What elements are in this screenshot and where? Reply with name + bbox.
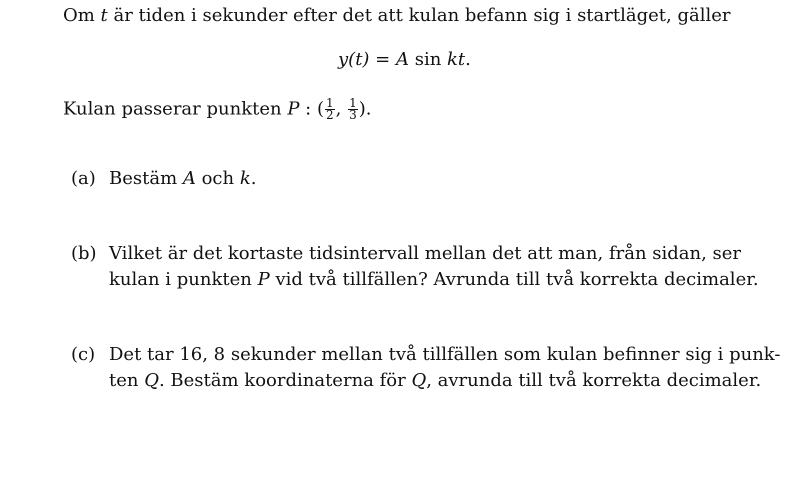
intro-var-t: t [100,5,108,26]
part-a-label: (a) [71,168,96,189]
intro-prefix: Om [63,5,101,26]
passes-prefix: Kulan passerar punkten [63,98,288,120]
passes-comma: , [335,98,348,120]
point-sentence [63,98,371,121]
formula-end: . [465,49,471,70]
part-a-text [109,168,257,190]
fraction-numerator: 1 [325,96,334,110]
formula-lhs: y(t) [338,49,370,70]
part-c-var-Q-2: Q [411,370,427,391]
part-a-prefix: Bestäm [109,168,183,189]
part-b-line2-suffix: vid två tillfällen? Avrunda till två korrekta decimaler. [269,269,759,290]
part-c-line2-suffix: , avrunda till två korrekta decimaler. [426,370,762,391]
fraction-one-half [325,98,335,121]
part-a-end: . [250,168,257,189]
part-c-line-1: Det tar 16, 8 sekunder mellan två tillfällen som kulan befinner sig i punk- [109,344,781,365]
fraction-denominator: 2 [325,108,334,122]
part-c-line2-prefix: ten [109,370,145,391]
formula-var-kt: kt [447,49,466,70]
part-a-mid: och [195,168,240,189]
part-b-line-1: Vilket är det kortaste tidsintervall mellan det att man, från sidan, ser [109,243,742,264]
part-b-var-P: P [257,269,270,290]
intro-suffix: är tiden i sekunder efter det att kulan befann sig i startläget, gäller [107,5,731,26]
part-c-label: (c) [71,344,96,365]
point-P: P [287,98,300,120]
formula-eq: = [369,49,396,70]
part-b-line2-prefix: kulan i punkten [109,269,258,290]
part-b-line-2 [109,269,759,291]
formula [338,49,471,71]
fraction-one-third [348,98,358,121]
part-a-var-k: k [239,168,251,189]
formula-sin: sin [408,49,448,70]
part-a-var-A: A [182,168,196,189]
part-c-line-2 [109,370,761,392]
fraction-numerator: 1 [349,96,357,110]
part-c-var-Q-1: Q [144,370,159,391]
part-b-label: (b) [71,243,97,264]
part-c-line2-mid: . Bestäm koordinaterna för [158,370,412,391]
intro-sentence [63,5,730,27]
passes-colon: : ( [299,98,324,120]
formula-var-A: A [395,49,409,70]
fraction-denominator: 3 [349,108,357,122]
passes-close: ). [358,98,372,120]
